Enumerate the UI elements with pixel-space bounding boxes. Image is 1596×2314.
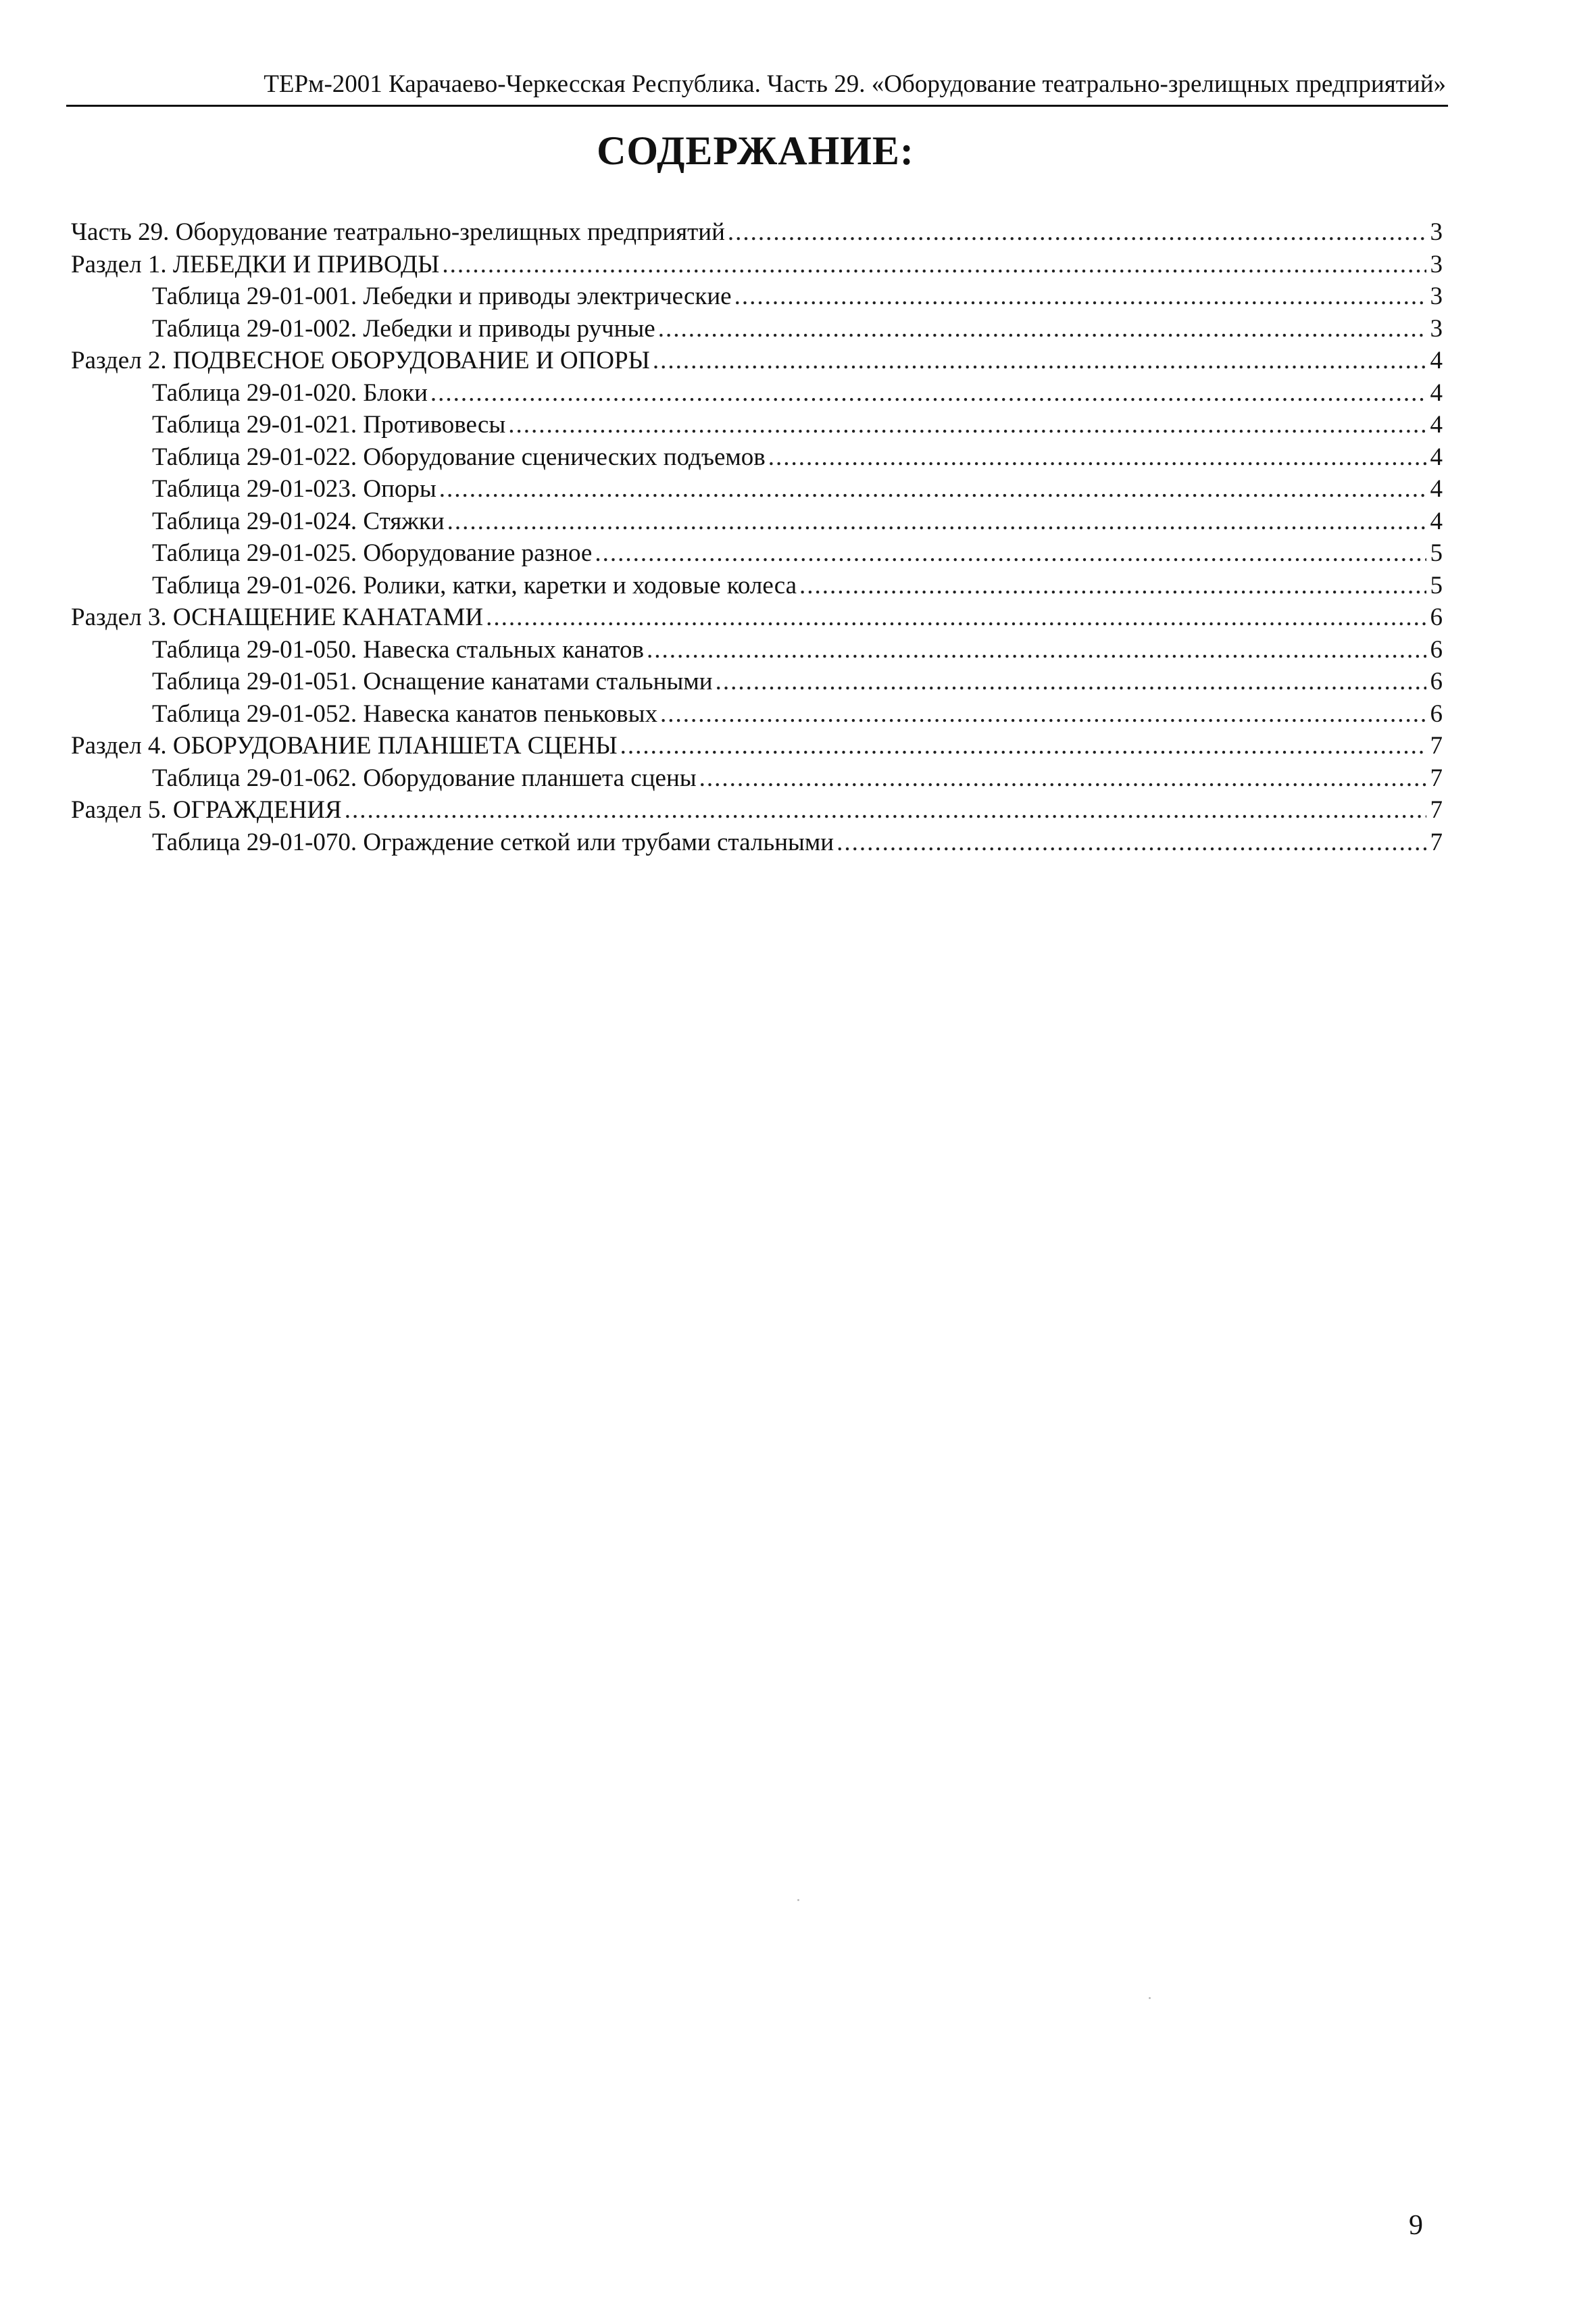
toc-section-entry[interactable] (71, 730, 1443, 762)
toc-entry-title: Таблица 29-01-026. Ролики, катки, каретки и ходовые колеса (152, 571, 797, 599)
toc-dot-leader (430, 377, 1426, 410)
toc-entry-title: Таблица 29-01-001. Лебедки и приводы электрические (152, 282, 732, 310)
toc-entry-title: Часть 29. Оборудование театрально-зрелищных предприятий (71, 218, 725, 246)
toc-page-number: 4 (1430, 347, 1443, 374)
toc-page-number: 6 (1430, 635, 1443, 664)
toc-table-entry[interactable] (71, 827, 1443, 859)
toc-entry-title: Таблица 29-01-002. Лебедки и приводы ручные (152, 314, 655, 343)
toc-table-entry[interactable] (71, 473, 1443, 506)
toc-dot-leader (699, 762, 1426, 795)
toc-table-entry[interactable] (71, 313, 1443, 345)
toc-dot-leader (620, 730, 1426, 762)
toc-page-number: 5 (1430, 539, 1443, 567)
toc-section-entry[interactable] (71, 601, 1443, 634)
toc-page-number: 4 (1430, 411, 1443, 439)
page-title: СОДЕРЖАНИЕ: (597, 128, 914, 173)
toc-dot-leader (716, 666, 1426, 698)
toc-table-entry[interactable] (71, 698, 1443, 731)
toc-entry-title: Раздел 1. ЛЕБЕДКИ И ПРИВОДЫ (71, 250, 440, 278)
table-of-contents (71, 216, 1443, 858)
toc-entry-title: Таблица 29-01-025. Оборудование разное (152, 539, 593, 567)
toc-dot-leader (442, 249, 1426, 281)
toc-page-number: 6 (1430, 668, 1443, 695)
toc-table-entry[interactable] (71, 280, 1443, 313)
toc-page-number: 4 (1430, 507, 1443, 535)
toc-table-entry[interactable] (71, 506, 1443, 538)
toc-dot-leader (658, 313, 1426, 345)
toc-section-entry[interactable] (71, 249, 1443, 281)
toc-table-entry[interactable] (71, 377, 1443, 410)
toc-page-number: 4 (1430, 475, 1443, 503)
toc-page-number: 4 (1430, 378, 1443, 407)
scan-speck (797, 1899, 799, 1901)
toc-entry-title: Таблица 29-01-021. Противовесы (152, 411, 506, 439)
toc-page-number: 6 (1430, 699, 1443, 728)
toc-entry-title: Таблица 29-01-070. Ограждение сеткой или трубами стальными (152, 828, 834, 856)
toc-entry-title: Таблица 29-01-022. Оборудование сценических подъемов (152, 443, 766, 471)
toc-page-number: 3 (1430, 314, 1443, 343)
toc-page-number: 7 (1430, 764, 1443, 792)
toc-dot-leader (728, 216, 1426, 249)
toc-entry-title: Раздел 2. ПОДВЕСНОЕ ОБОРУДОВАНИЕ И ОПОРЫ (71, 347, 650, 374)
toc-dot-leader (799, 570, 1426, 602)
toc-dot-leader (345, 794, 1426, 827)
scan-speck (1149, 1997, 1151, 1999)
toc-page-number: 3 (1430, 282, 1443, 310)
toc-table-entry[interactable] (71, 441, 1443, 474)
toc-entry-title: Таблица 29-01-051. Оснащение канатами стальными (152, 668, 713, 695)
toc-entry-title: Таблица 29-01-052. Навеска канатов пеньковых (152, 699, 657, 728)
toc-page-number: 7 (1430, 796, 1443, 824)
toc-dot-leader (734, 280, 1426, 313)
toc-dot-leader (447, 506, 1426, 538)
running-header: ТЕРм-2001 Карачаево-Черкесская Республика. Часть 29. «Оборудование театрально-зрелищных предприятий» (264, 70, 1446, 98)
toc-table-entry[interactable] (71, 537, 1443, 570)
toc-entry-title: Таблица 29-01-062. Оборудование планшета сцены (152, 764, 697, 792)
toc-dot-leader (837, 827, 1426, 859)
toc-dot-leader (508, 409, 1426, 441)
toc-entry-title: Таблица 29-01-020. Блоки (152, 378, 428, 407)
toc-section-entry[interactable] (71, 216, 1443, 249)
toc-entry-title: Раздел 4. ОБОРУДОВАНИЕ ПЛАНШЕТА СЦЕНЫ (71, 732, 618, 760)
toc-dot-leader (439, 473, 1426, 506)
page-number: 9 (1409, 2210, 1423, 2241)
toc-table-entry[interactable] (71, 570, 1443, 602)
toc-table-entry[interactable] (71, 762, 1443, 795)
toc-page-number: 5 (1430, 571, 1443, 599)
header-rule (66, 105, 1448, 107)
toc-dot-leader (486, 601, 1426, 634)
toc-section-entry[interactable] (71, 345, 1443, 377)
toc-table-entry[interactable] (71, 634, 1443, 666)
toc-page-number: 7 (1430, 732, 1443, 760)
toc-dot-leader (653, 345, 1426, 377)
toc-dot-leader (768, 441, 1426, 474)
toc-page-number: 3 (1430, 250, 1443, 278)
toc-page-number: 6 (1430, 604, 1443, 631)
toc-dot-leader (647, 634, 1426, 666)
toc-table-entry[interactable] (71, 409, 1443, 441)
toc-entry-title: Таблица 29-01-024. Стяжки (152, 507, 445, 535)
toc-dot-leader (660, 698, 1426, 731)
toc-entry-title: Таблица 29-01-050. Навеска стальных канатов (152, 635, 644, 664)
toc-section-entry[interactable] (71, 794, 1443, 827)
toc-page-number: 3 (1430, 218, 1443, 246)
toc-dot-leader (595, 537, 1426, 570)
toc-entry-title: Таблица 29-01-023. Опоры (152, 475, 437, 503)
toc-page-number: 7 (1430, 828, 1443, 856)
toc-entry-title: Раздел 3. ОСНАЩЕНИЕ КАНАТАМИ (71, 604, 484, 631)
toc-entry-title: Раздел 5. ОГРАЖДЕНИЯ (71, 796, 342, 824)
toc-page-number: 4 (1430, 443, 1443, 471)
toc-table-entry[interactable] (71, 666, 1443, 698)
